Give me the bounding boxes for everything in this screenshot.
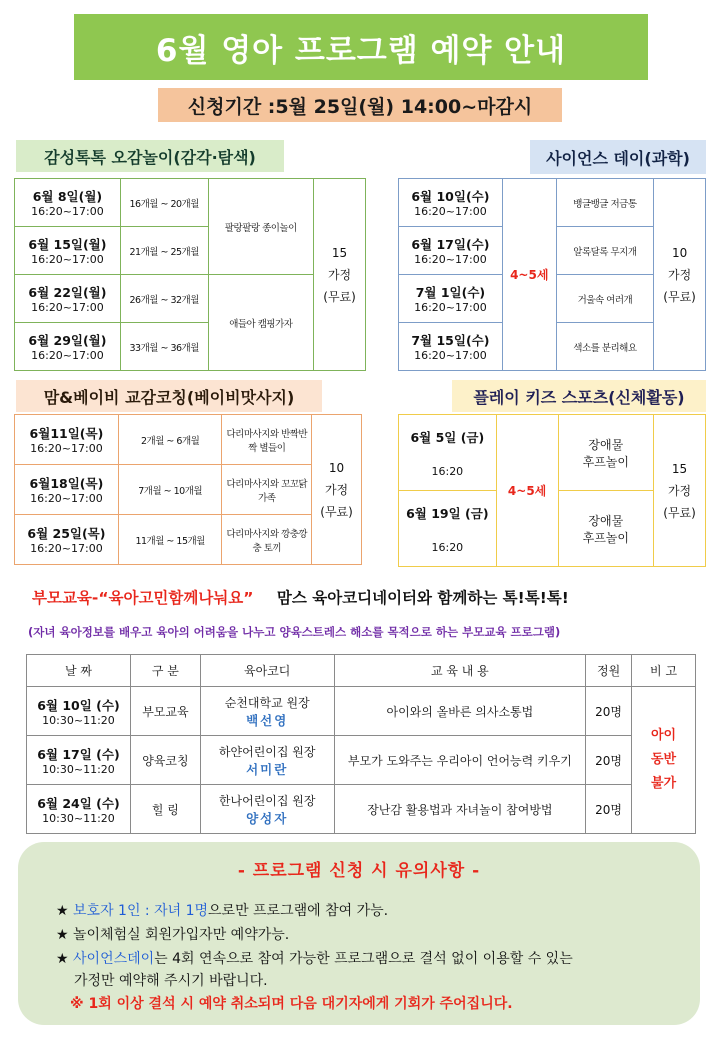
notice-line-4: 가정만 예약해 주시기 바랍니다.: [74, 973, 268, 989]
mombaby-date-cell: 6월18일(목) 16:20~17:00: [15, 465, 119, 515]
science-activity: 거울속 여러개: [556, 275, 654, 323]
science-date-cell: 6월 10일(수) 16:20~17:00: [399, 179, 503, 227]
science-date-cell: 7월 1일(수) 16:20~17:00: [399, 275, 503, 323]
edu-capacity-cell: 20명: [586, 785, 632, 834]
edu-type-cell: 부모교육: [130, 687, 200, 736]
col-header-date: 날 짜: [27, 655, 131, 687]
play-date-cell: 6월 5일 (금) 16:20: [399, 415, 497, 491]
notice-line-3: ★ 사이언스데이는 4회 연속으로 참여 가능한 프로그램으로 결석 없이 이용할 수 있는: [56, 951, 573, 967]
col-header-capacity: 정원: [586, 655, 632, 687]
mombaby-activity: 다리마사지와 꼬꼬닭 가족: [222, 465, 312, 515]
page-title: 6월 영아 프로그램 예약 안내: [74, 14, 648, 80]
science-label: 사이언스 데이(과학): [530, 140, 706, 174]
mombaby-label: 맘&베이비 교감코칭(베이비맛사지): [16, 380, 322, 412]
play-activity: 장애물 후프놀이: [558, 491, 654, 567]
col-header-content: 교 육 내 용: [334, 655, 586, 687]
edu-coordinator-cell: 순천대학교 원장 백선영: [200, 687, 334, 736]
sensory-date-cell: 6월 15일(월) 16:20~17:00: [15, 227, 121, 275]
sensory-activity-2: 애들아 캠핑가자: [208, 275, 314, 371]
mombaby-activity: 다리마사지와 깡충깡충 토끼: [222, 515, 312, 565]
sensory-age-cell: 21개월 ~ 25개월: [120, 227, 208, 275]
mombaby-activity: 다리마사지와 반짝반짝 별들이: [222, 415, 312, 465]
mombaby-date-cell: 6월11일(목) 16:20~17:00: [15, 415, 119, 465]
science-activity: 색소를 분리해요: [556, 323, 654, 371]
sensory-age-cell: 33개월 ~ 36개월: [120, 323, 208, 371]
science-capacity: 10 가정 (무료): [654, 179, 706, 371]
mombaby-age-cell: 2개월 ~ 6개월: [118, 415, 222, 465]
sensory-age-cell: 16개월 ~ 20개월: [120, 179, 208, 227]
edu-coordinator-cell: 한나어린이집 원장 양성자: [200, 785, 334, 834]
mombaby-age-cell: 11개월 ~ 15개월: [118, 515, 222, 565]
science-activity: 뱅글뱅글 저금통: [556, 179, 654, 227]
col-header-note: 비 고: [632, 655, 696, 687]
play-activity: 장애물 후프놀이: [558, 415, 654, 491]
sensory-capacity: 15 가정 (무료): [314, 179, 366, 371]
edu-date-cell: 6월 10일 (수) 10:30~11:20: [27, 687, 131, 736]
sensory-date-cell: 6월 22일(월) 16:20~17:00: [15, 275, 121, 323]
education-subtitle: (자녀 육아정보를 배우고 육아의 어려움을 나누고 양육스트레스 해소를 목적으로 하는 부모교육 프로그램): [28, 625, 561, 639]
sensory-age-cell: 26개월 ~ 32개월: [120, 275, 208, 323]
science-table: [398, 178, 706, 371]
edu-date-cell: 6월 17일 (수) 10:30~11:20: [27, 736, 131, 785]
edu-type-cell: 힐 링: [130, 785, 200, 834]
sensory-label: 감성톡톡 오감놀이(감각·탐색): [16, 140, 284, 172]
play-table: [398, 414, 706, 567]
science-date-cell: 7월 15일(수) 16:20~17:00: [399, 323, 503, 371]
edu-capacity-cell: 20명: [586, 687, 632, 736]
science-age: 4~5세: [502, 179, 556, 371]
play-date-cell: 6월 19일 (금) 16:20: [399, 491, 497, 567]
edu-type-cell: 양육코칭: [130, 736, 200, 785]
sensory-table: [14, 178, 366, 371]
edu-note-cell: 아이 동반 불가: [632, 687, 696, 834]
notice-warning: ※ 1회 이상 결석 시 예약 취소되며 다음 대기자에게 기회가 주어집니다.: [70, 996, 513, 1012]
education-heading: 부모교육-“육아고민함께나눠요” 맘스 육아코디네이터와 함께하는 톡!톡!톡!: [32, 589, 569, 607]
mombaby-date-cell: 6월 25일(목) 16:20~17:00: [15, 515, 119, 565]
notice-line-1: ★ 보호자 1인 : 자녀 1명으로만 프로그램에 참여 가능.: [56, 903, 389, 919]
mombaby-table: [14, 414, 362, 565]
play-label: 플레이 키즈 스포츠(신체활동): [452, 380, 706, 412]
notice-line-2: ★ 놀이체험실 회원가입자만 예약가능.: [56, 927, 290, 943]
edu-coordinator-cell: 하얀어린이집 원장 서미란: [200, 736, 334, 785]
edu-date-cell: 6월 24일 (수) 10:30~11:20: [27, 785, 131, 834]
edu-content-cell: 부모가 도와주는 우리아이 언어능력 키우기: [334, 736, 586, 785]
play-age: 4~5세: [496, 415, 558, 567]
mombaby-age-cell: 7개월 ~ 10개월: [118, 465, 222, 515]
table-row: [27, 785, 696, 834]
sensory-date-cell: 6월 8일(월) 16:20~17:00: [15, 179, 121, 227]
notice-title: - 프로그램 신청 시 유의사항 -: [237, 861, 481, 881]
table-row: [27, 687, 696, 736]
science-date-cell: 6월 17일(수) 16:20~17:00: [399, 227, 503, 275]
edu-capacity-cell: 20명: [586, 736, 632, 785]
sensory-activity-1: 팔랑팔랑 종이놀이: [208, 179, 314, 275]
table-row: [27, 736, 696, 785]
education-table: [26, 654, 696, 834]
col-header-type: 구 분: [130, 655, 200, 687]
science-activity: 알록달록 무지개: [556, 227, 654, 275]
edu-content-cell: 장난감 활용법과 자녀놀이 참여방법: [334, 785, 586, 834]
col-header-coordinator: 육아코디: [200, 655, 334, 687]
sensory-date-cell: 6월 29일(월) 16:20~17:00: [15, 323, 121, 371]
edu-content-cell: 아이와의 올바른 의사소통법: [334, 687, 586, 736]
registration-period: 신청기간 :5월 25일(월) 14:00~마감시: [158, 88, 562, 122]
notice-box: [18, 842, 700, 1025]
play-capacity: 15 가정 (무료): [654, 415, 706, 567]
mombaby-capacity: 10 가정 (무료): [312, 415, 362, 565]
